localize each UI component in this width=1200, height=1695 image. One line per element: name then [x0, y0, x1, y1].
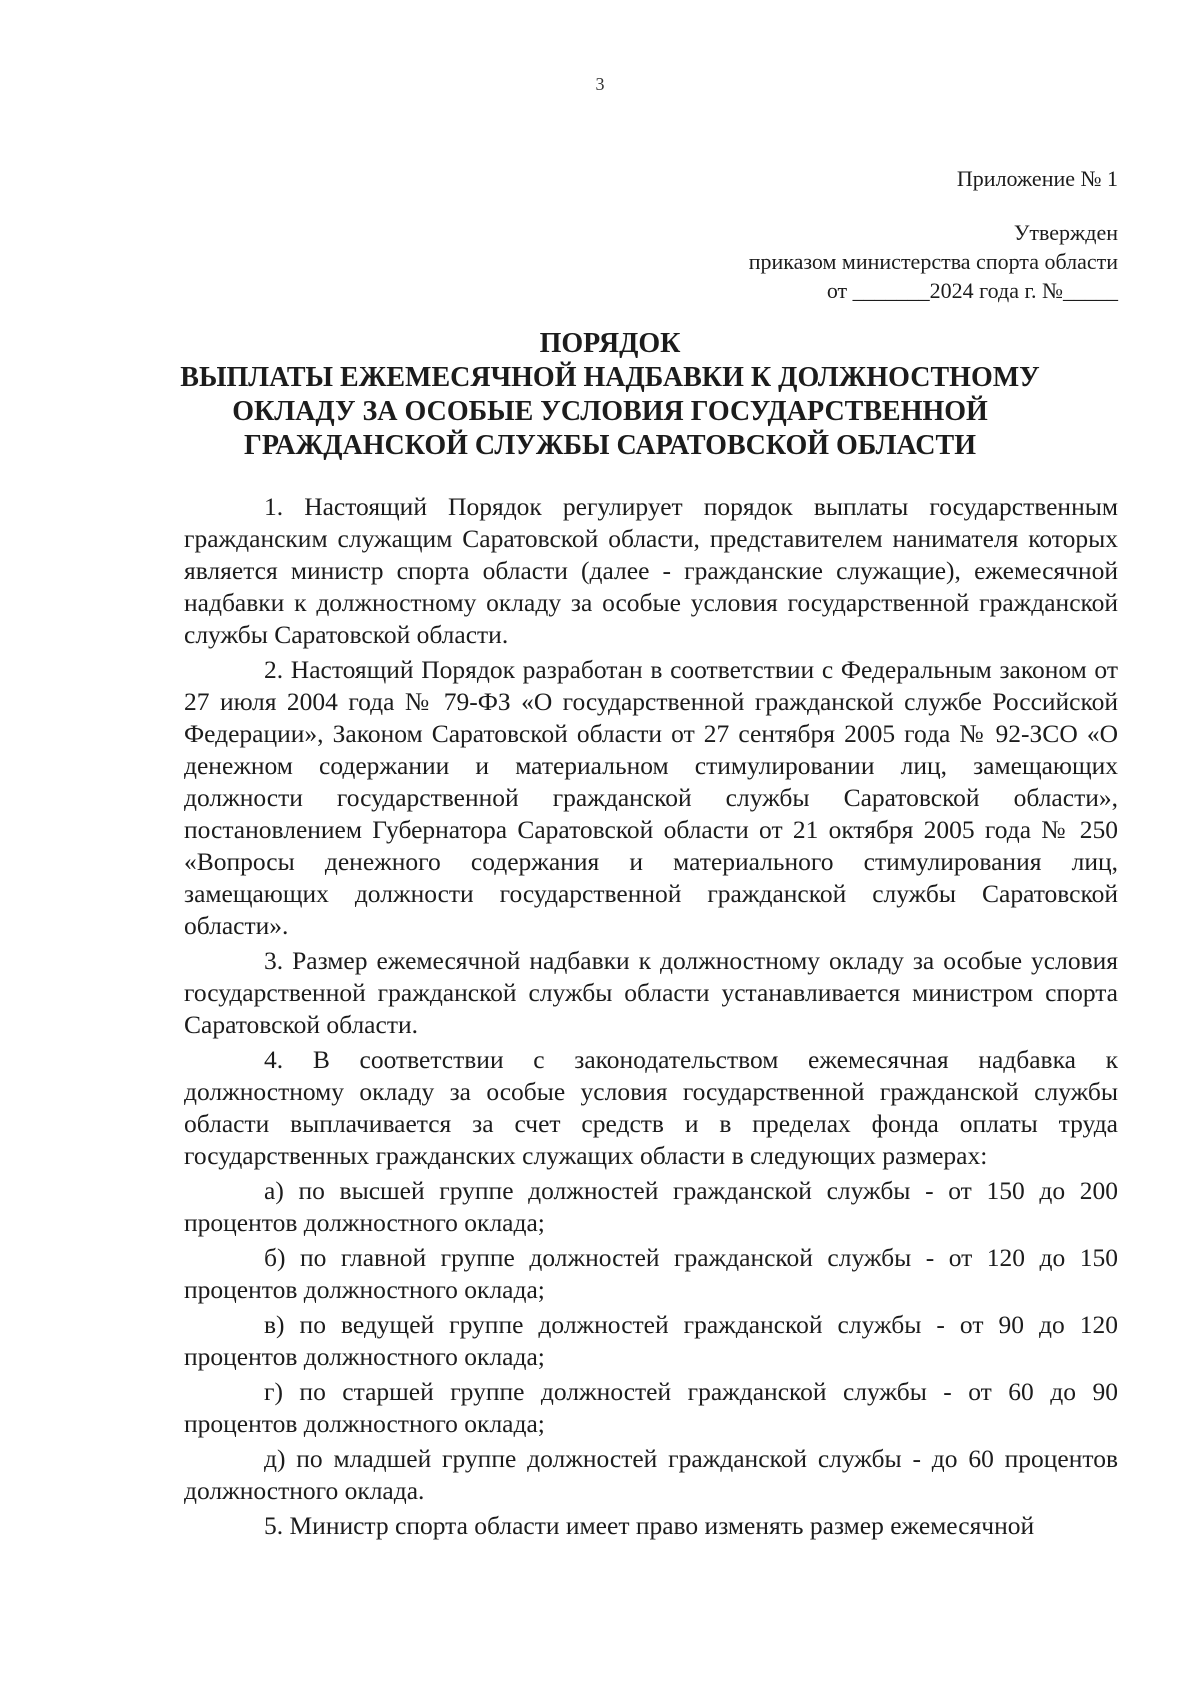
approval-line-approved: Утвержден [1013, 220, 1118, 245]
subitem-a: а) по высшей группе должностей гражданской службы - от 150 до 200 процентов должностного оклада; [184, 1176, 1118, 1237]
paragraph-4: 4. В соответствии с законодательством ежемесячная надбавка к должностному окладу за особые условия государственной гражданской службы области выплачивается за счет средств и в пределах фонда оплаты труда государственных гражданских служащих области в следующих размерах: [184, 1045, 1118, 1170]
paragraph-5: 5. Министр спорта области имеет право изменять размер ежемесячной [264, 1511, 1035, 1540]
document-body [184, 491, 1118, 1545]
appendix-label: Приложение № 1 [956, 166, 1118, 191]
paragraph-1: 1. Настоящий Порядок регулирует порядок выплаты государственным гражданским служащим Саратовской области, представителем нанимателя которых является министр спорта области (далее - гражданские служащие), ежемесячной надбавки к должностному окладу за особые условия государственной гражданской службы Саратовской области. [184, 492, 1118, 649]
paragraph-3: 3. Размер ежемесячной надбавки к должностному окладу за особые условия государственной гражданской службы области устанавливается министром спорта Саратовской области. [184, 946, 1118, 1039]
title-line-4: ГРАЖДАНСКОЙ СЛУЖБЫ САРАТОВСКОЙ ОБЛАСТИ [244, 430, 976, 461]
subitem-d: г) по старшей группе должностей гражданской службы - от 60 до 90 процентов должностного оклада; [184, 1377, 1118, 1438]
page-number: 3 [595, 74, 605, 94]
title-line-3: ОКЛАДУ ЗА ОСОБЫЕ УСЛОВИЯ ГОСУДАРСТВЕННОЙ [232, 396, 988, 427]
title-line-1: ПОРЯДОК [539, 328, 681, 359]
subitem-e: д) по младшей группе должностей гражданской службы - до 60 процентов должностного оклада. [184, 1444, 1118, 1505]
document-title [140, 327, 1080, 463]
paragraph-2: 2. Настоящий Порядок разработан в соответствии с Федеральным законом от 27 июля 2004 года № 79-ФЗ «О государственной гражданской службе Российской Федерации», Законом Саратовской области от 27 сентября 2005 года № 92-ЗСО «О денежном содержании и материальном стимулировании лиц, замещающих должности государственной гражданской службы Саратовской области», постановлением Губернатора Саратовской области от 21 октября 2005 года № 250 «Вопросы денежного содержания и материального стимулирования лиц, замещающих должности государственной гражданской службы Саратовской области». [184, 655, 1118, 940]
approval-line-order: приказом министерства спорта области [748, 249, 1118, 274]
approval-line-date-number: от _______2024 года г. №_____ [826, 278, 1118, 303]
subitem-b: б) по главной группе должностей гражданской службы - от 120 до 150 процентов должностного оклада; [184, 1243, 1118, 1304]
subitem-c: в) по ведущей группе должностей гражданской службы - от 90 до 120 процентов должностного оклада; [184, 1310, 1118, 1371]
approval-block [749, 218, 1118, 305]
title-line-2: ВЫПЛАТЫ ЕЖЕМЕСЯЧНОЙ НАДБАВКИ К ДОЛЖНОСТНОМУ [180, 362, 1040, 393]
